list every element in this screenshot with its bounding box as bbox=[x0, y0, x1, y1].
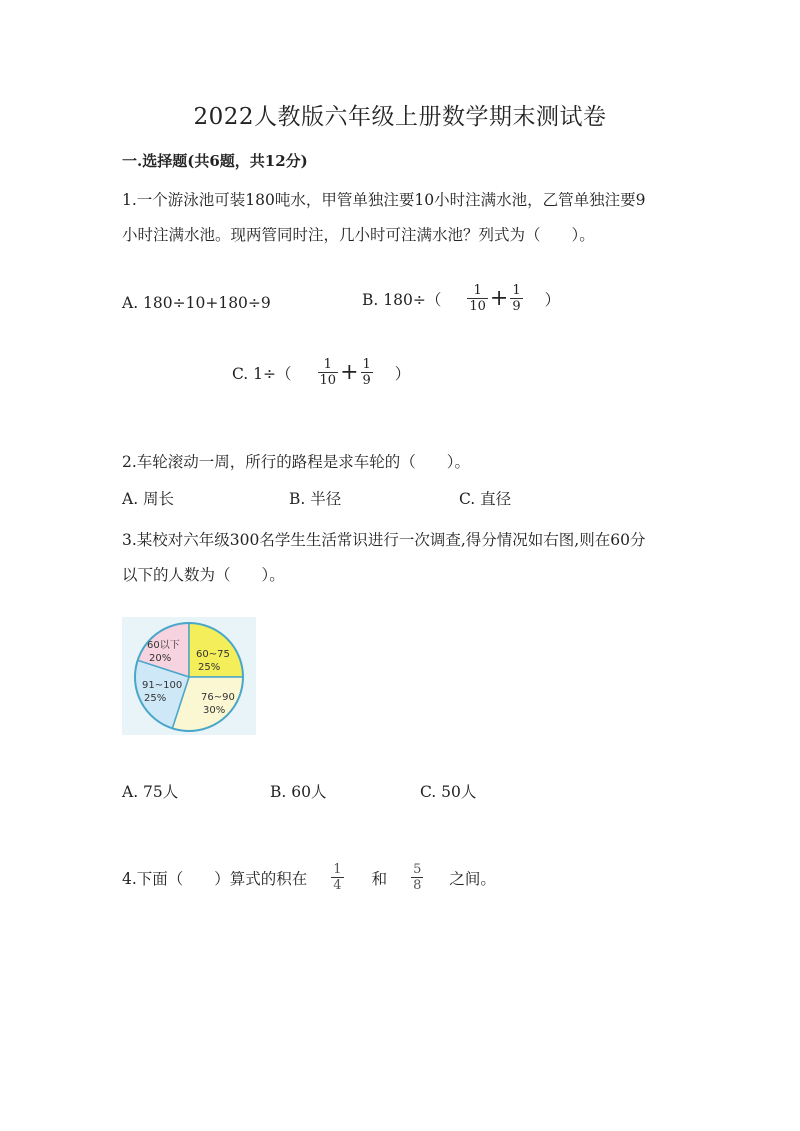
q1-option-b-prefix: B. 180÷（ bbox=[362, 290, 442, 309]
q4-prefix: 4.下面（ ）算式的积在 bbox=[122, 869, 308, 888]
fraction-denominator: 10 bbox=[469, 299, 486, 314]
plus-sign: + bbox=[340, 360, 359, 385]
pie-pct-60-75: 25% bbox=[198, 662, 221, 673]
fraction-denominator: 8 bbox=[413, 878, 422, 893]
q1-option-b-close: ） bbox=[544, 290, 561, 309]
fraction-denominator: 10 bbox=[319, 373, 337, 388]
q3-line1: 3.某校对六年级300名学生生活常识进行一次调查,得分情况如右图,则在60分 bbox=[122, 531, 646, 549]
q1-option-a: A. 180÷10+180÷9 bbox=[122, 294, 271, 312]
q1-c-fraction-2 bbox=[361, 357, 373, 388]
fraction-numerator: 1 bbox=[362, 357, 371, 372]
q2-option-c: C. 直径 bbox=[459, 490, 512, 508]
pie-pct-60-below: 20% bbox=[149, 653, 172, 664]
plus-sign: + bbox=[489, 286, 509, 311]
pie-label-91-100: 91~100 bbox=[142, 680, 183, 691]
q3-option-a: A. 75人 bbox=[122, 783, 179, 801]
q1-option-c-close: ） bbox=[394, 364, 411, 383]
q1-line2: 小时注满水池。现两管同时注，几小时可注满水池？列式为（ ）。 bbox=[122, 226, 595, 244]
q4-mid: 和 bbox=[371, 869, 388, 888]
q1-b-fraction-1 bbox=[467, 283, 488, 314]
fraction-numerator: 1 bbox=[323, 357, 332, 372]
fraction-denominator: 9 bbox=[362, 373, 371, 388]
fraction-numerator: 5 bbox=[413, 862, 422, 877]
pie-pct-91-100: 25% bbox=[144, 693, 167, 704]
pie-label-60-75: 60~75 bbox=[196, 649, 230, 660]
q1-option-c bbox=[232, 357, 410, 388]
q1-line1: 1.一个游泳池可装180吨水，甲管单独注要10小时注满水池，乙管单独注要9 bbox=[122, 191, 646, 209]
pie-label-60-below: 60以下 bbox=[147, 640, 180, 651]
fraction-denominator: 9 bbox=[512, 299, 521, 314]
q3-option-c: C. 50人 bbox=[420, 783, 477, 801]
section-heading: 一.选择题(共6题，共12分) bbox=[122, 152, 308, 170]
pie-pct-76-90: 30% bbox=[203, 705, 226, 716]
page-title: 2022人教版六年级上册数学期末测试卷 bbox=[193, 104, 607, 130]
q4-suffix: 之间。 bbox=[449, 869, 496, 888]
q1-option-c-prefix: C. 1÷（ bbox=[232, 364, 292, 383]
fraction-denominator: 4 bbox=[333, 878, 342, 893]
fraction-numerator: 1 bbox=[473, 283, 482, 298]
q1-b-fraction-2 bbox=[510, 283, 522, 314]
q1-option-b bbox=[362, 283, 560, 314]
q4-fraction-2 bbox=[411, 862, 423, 893]
q4-text bbox=[122, 862, 496, 893]
fraction-numerator: 1 bbox=[512, 283, 521, 298]
score-pie-chart bbox=[122, 617, 256, 735]
q4-fraction-1 bbox=[331, 862, 343, 893]
q2-option-b: B. 半径 bbox=[289, 490, 342, 508]
q2-text: 2.车轮滚动一周，所行的路程是求车轮的（ ）。 bbox=[122, 453, 471, 471]
q3-line2: 以下的人数为（ ）。 bbox=[122, 566, 285, 584]
q2-option-a: A. 周长 bbox=[122, 490, 175, 508]
pie-label-76-90: 76~90 bbox=[201, 692, 235, 703]
q3-option-b: B. 60人 bbox=[270, 783, 327, 801]
fraction-numerator: 1 bbox=[333, 862, 342, 877]
q1-c-fraction-1 bbox=[318, 357, 339, 388]
